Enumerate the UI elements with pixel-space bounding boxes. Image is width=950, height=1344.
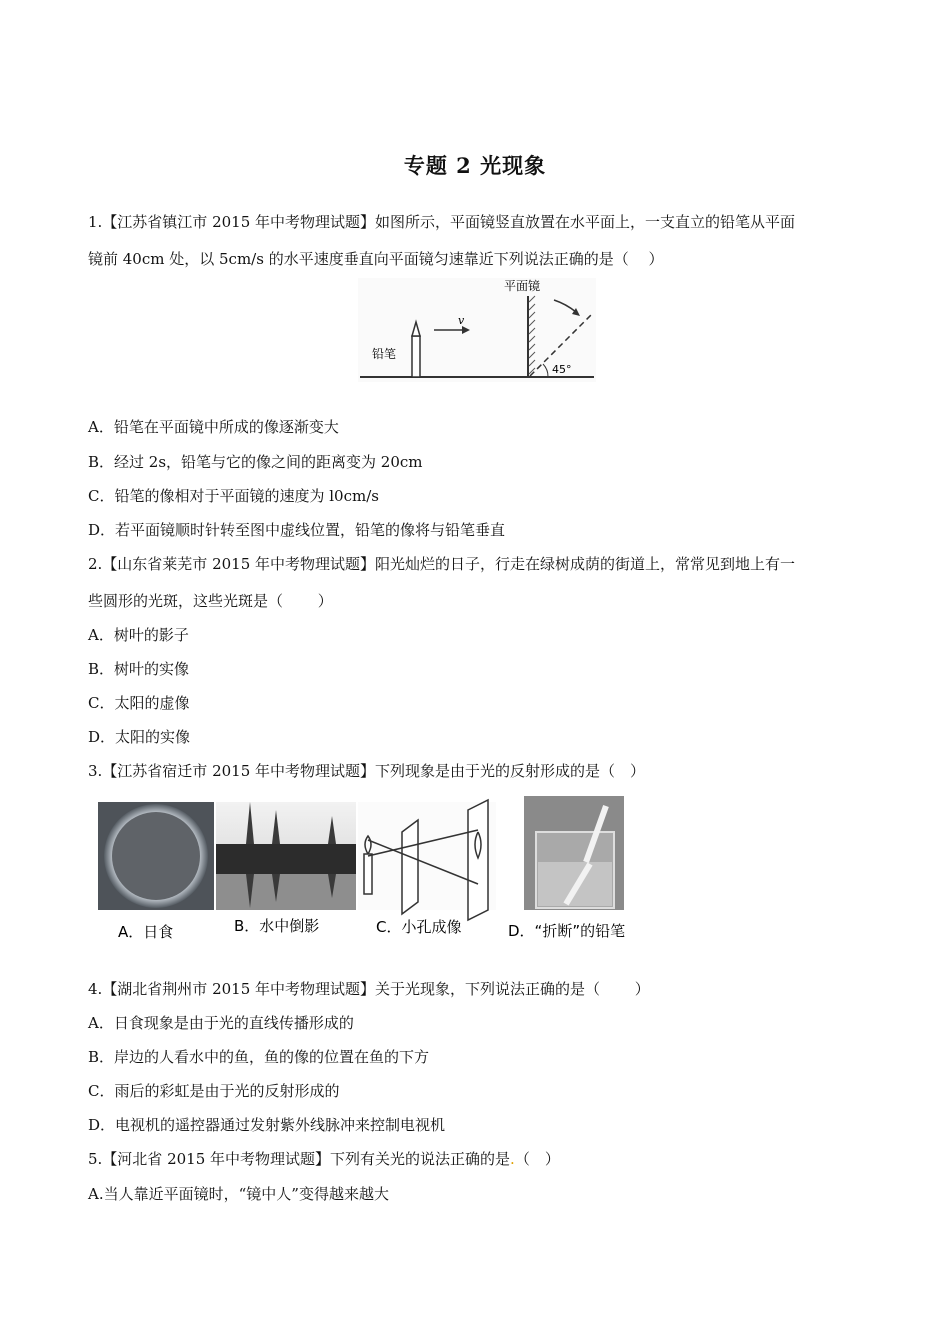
- question-5-text: 5.【河北省 2015 年中考物理试题】下列有关光的说法正确的是: [88, 1150, 511, 1168]
- question-3-line-1: 3.【江苏省宿迁市 2015 年中考物理试题】下列现象是由于光的反射形成的是（ ）: [88, 762, 646, 780]
- question-2-option-a: A．树叶的影子: [88, 626, 189, 644]
- caption-broken-pencil: D．“折断”的铅笔: [508, 922, 626, 940]
- pencil-shape: [412, 322, 420, 377]
- question-4-line-1: 4.【湖北省荆州市 2015 年中考物理试题】关于光现象，下列说法正确的是（ ）: [88, 980, 650, 998]
- question-1-option-c: C．铅笔的像相对于平面镜的速度为 l0cm/s: [88, 487, 379, 505]
- question-1-option-a: A．铅笔在平面镜中所成的像逐渐变大: [88, 418, 339, 436]
- caption-pinhole: C．小孔成像: [376, 918, 462, 936]
- question-2-line-1: 2.【山东省莱芜市 2015 年中考物理试题】阳光灿烂的日子，行走在绿树成荫的街道上，常常见到地上有一: [88, 555, 796, 573]
- mirror-label: 平面镜: [504, 279, 541, 293]
- page-title: 专题 2 光现象: [403, 153, 547, 178]
- caption-eclipse: A．日食: [118, 923, 174, 941]
- phenomena-figure: [96, 792, 644, 946]
- pinhole-image: [358, 800, 496, 920]
- question-1-line-1: 1.【江苏省镇江市 2015 年中考物理试题】如图所示，平面镜竖直放置在水平面上，一支直立的铅笔从平面: [88, 213, 796, 231]
- solar-eclipse-image: [98, 802, 214, 910]
- question-1-option-b: B．经过 2s，铅笔与它的像之间的距离变为 20cm: [88, 453, 423, 471]
- question-5-option-a: A.当人靠近平面镜时，“镜中人”变得越来越大: [88, 1185, 389, 1203]
- question-5-line-1: [88, 1148, 560, 1169]
- mirror-pencil-figure: [358, 278, 596, 382]
- water-reflection-image: [216, 802, 356, 910]
- pencil-label: 铅笔: [372, 347, 397, 361]
- question-4-option-a: A．日食现象是由于光的直线传播形成的: [88, 1014, 354, 1032]
- velocity-label: v: [458, 314, 465, 327]
- question-1-option-d: D．若平面镜顺时针转至图中虚线位置，铅笔的像将与铅笔垂直: [88, 521, 506, 539]
- question-2-option-b: B．树叶的实像: [88, 660, 190, 678]
- question-2-line-2: 些圆形的光斑，这些光斑是（ ）: [88, 592, 333, 610]
- question-4-option-b: B．岸边的人看水中的鱼，鱼的像的位置在鱼的下方: [88, 1048, 430, 1066]
- question-5-paren: （ ）: [514, 1150, 560, 1168]
- question-4-option-d: D．电视机的遥控器通过发射紫外线脉冲来控制电视机: [88, 1116, 446, 1134]
- question-5-dot: .: [510, 1150, 515, 1168]
- angle-label: 45°: [552, 363, 572, 376]
- question-2-option-c: C．太阳的虚像: [88, 694, 190, 712]
- caption-reflection: B．水中倒影: [234, 917, 320, 935]
- question-1-line-2: 镜前 40cm 处，以 5cm/s 的水平速度垂直向平面镜匀速靠近下列说法正确的是（ ）: [88, 250, 664, 268]
- question-2-option-d: D．太阳的实像: [88, 728, 191, 746]
- broken-pencil-image: [524, 796, 624, 910]
- question-4-option-c: C．雨后的彩虹是由于光的反射形成的: [88, 1082, 340, 1100]
